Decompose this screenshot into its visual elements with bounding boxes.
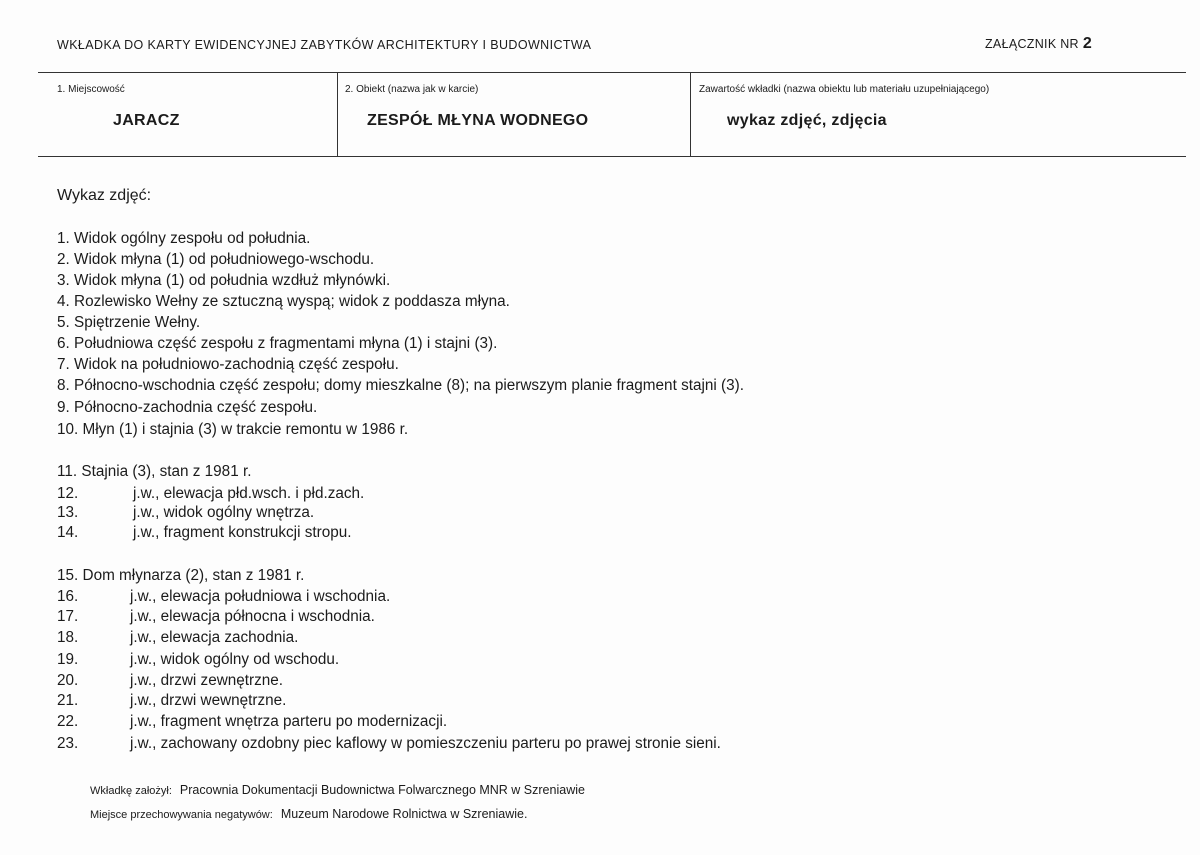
table-divider-1 — [337, 73, 338, 157]
list-item-text: Rozlewisko Wełny ze sztuczną wyspą; widok z poddasza młyna. — [74, 293, 510, 310]
founded-by-value: Pracownia Dokumentacji Budownictwa Folwarcznego MNR w Szreniawie — [179, 783, 585, 797]
list-item — [57, 293, 510, 311]
list-item — [57, 588, 390, 606]
list-item-number: 2. — [57, 251, 70, 268]
list-item-text: Stajnia (3), stan z 1981 r. — [81, 463, 252, 480]
list-item — [57, 629, 298, 647]
list-item — [57, 567, 304, 585]
list-item-text: j.w., fragment konstrukcji stropu. — [133, 524, 352, 541]
locality-label: 1. Miejscowość — [57, 84, 125, 95]
storage-line — [90, 807, 527, 821]
list-item — [57, 524, 352, 542]
contents-value: wykaz zdjęć, zdjęcia — [727, 112, 887, 129]
list-item-text: Widok na południowo-zachodnią część zespołu. — [74, 356, 399, 373]
list-item — [57, 230, 310, 248]
list-item — [57, 399, 317, 417]
annex-label — [985, 35, 1092, 53]
list-item-text: Widok ogólny zespołu od południa. — [74, 230, 311, 247]
list-item-text: j.w., drzwi wewnętrzne. — [130, 692, 287, 709]
list-item-number: 21. — [57, 692, 79, 709]
list-item — [57, 335, 497, 353]
list-item-number: 4. — [57, 293, 70, 310]
list-item-text: j.w., zachowany ozdobny piec kaflowy w pomieszczeniu parteru po prawej stronie sieni. — [130, 735, 721, 752]
list-item — [57, 672, 283, 690]
object-value: ZESPÓŁ MŁYNA WODNEGO — [367, 112, 589, 129]
founded-by-label: Wkładkę założył: — [90, 785, 172, 797]
list-item-text: Widok młyna (1) od południa wzdłuż młynówki. — [74, 272, 391, 289]
list-item-number: 19. — [57, 651, 79, 668]
list-item-number: 18. — [57, 629, 79, 646]
list-item-number: 15. — [57, 567, 79, 584]
list-item-number: 22. — [57, 713, 79, 730]
locality-value: JARACZ — [113, 112, 180, 129]
list-item — [57, 692, 286, 710]
list-item-number: 17. — [57, 608, 79, 625]
object-label: 2. Obiekt (nazwa jak w karcie) — [345, 84, 479, 95]
list-item-number: 8. — [57, 377, 70, 394]
list-item-number: 23. — [57, 735, 79, 752]
list-item-number: 3. — [57, 272, 70, 289]
list-item-text: j.w., drzwi zewnętrzne. — [130, 672, 284, 689]
list-item-number: 16. — [57, 588, 79, 605]
list-item — [57, 314, 200, 332]
storage-label: Miejsce przechowywania negatywów: — [90, 809, 273, 821]
list-item-number: 12. — [57, 485, 79, 502]
table-bottom-rule — [38, 156, 1186, 157]
list-item-number: 1. — [57, 230, 70, 247]
table-top-rule — [38, 72, 1186, 73]
list-item-text: Spiętrzenie Wełny. — [74, 314, 201, 331]
list-item — [57, 421, 408, 439]
list-item-number: 7. — [57, 356, 70, 373]
list-item — [57, 504, 314, 522]
document-title: WKŁADKA DO KARTY EWIDENCYJNEJ ZABYTKÓW ARCHITEKTURY I BUDOWNICTWA — [57, 38, 592, 52]
list-item-text: Widok młyna (1) od południowego-wschodu. — [74, 251, 375, 268]
list-item — [57, 251, 374, 269]
list-item-text: Północno-wschodnia część zespołu; domy mieszkalne (8); na pierwszym planie fragment stajni (3). — [74, 377, 744, 394]
list-item-text: j.w., elewacja północna i wschodnia. — [130, 608, 375, 625]
storage-value: Muzeum Narodowe Rolnictwa w Szreniawie. — [280, 807, 528, 821]
table-divider-2 — [690, 73, 691, 157]
annex-label-text: ZAŁĄCZNIK NR — [985, 37, 1079, 51]
list-item-text: Dom młynarza (2), stan z 1981 r. — [82, 567, 305, 584]
list-item — [57, 485, 364, 503]
founded-by-line — [90, 783, 585, 797]
list-item — [57, 463, 251, 481]
list-item — [57, 377, 744, 395]
photo-list-heading: Wykaz zdjęć: — [57, 187, 152, 204]
list-item — [57, 608, 375, 626]
list-item — [57, 713, 447, 731]
list-item-number: 20. — [57, 672, 79, 689]
list-item — [57, 735, 721, 753]
list-item-text: j.w., fragment wnętrza parteru po modernizacji. — [130, 713, 448, 730]
list-item-text: j.w., widok ogólny wnętrza. — [133, 504, 315, 521]
contents-label: Zawartość wkładki (nazwa obiektu lub materiału uzupełniającego) — [699, 84, 990, 95]
list-item-number: 14. — [57, 524, 79, 541]
list-item-text: j.w., elewacja południowa i wschodnia. — [130, 588, 391, 605]
list-item-text: Północno-zachodnia część zespołu. — [74, 399, 318, 416]
list-item-text: j.w., widok ogólny od wschodu. — [130, 651, 340, 668]
list-item-text: j.w., elewacja zachodnia. — [130, 629, 299, 646]
list-item — [57, 356, 399, 374]
list-item-number: 9. — [57, 399, 70, 416]
list-item-number: 11. — [57, 463, 78, 480]
list-item-text: Młyn (1) i stajnia (3) w trakcie remontu w 1986 r. — [82, 421, 409, 438]
list-item-number: 13. — [57, 504, 79, 521]
list-item-number: 6. — [57, 335, 70, 352]
annex-number: 2 — [1082, 35, 1093, 52]
list-item-text: j.w., elewacja płd.wsch. i płd.zach. — [133, 485, 365, 502]
list-item-number: 5. — [57, 314, 70, 331]
list-item — [57, 272, 390, 290]
list-item — [57, 651, 339, 669]
list-item-number: 10. — [57, 421, 79, 438]
list-item-text: Południowa część zespołu z fragmentami młyna (1) i stajni (3). — [74, 335, 498, 352]
